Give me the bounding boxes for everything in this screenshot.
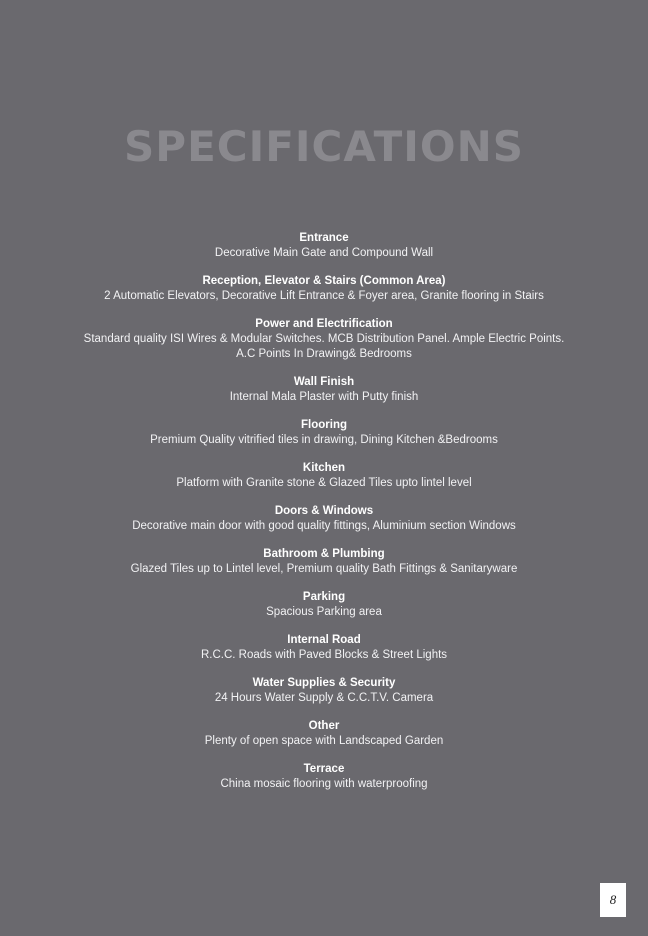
spec-item-flooring: [80, 418, 568, 448]
spec-detail: 2 Automatic Elevators, Decorative Lift Entrance & Foyer area, Granite flooring in Stairs: [104, 290, 544, 302]
spec-detail: 24 Hours Water Supply & C.C.T.V. Camera: [214, 692, 434, 704]
spec-item-terrace: [80, 762, 568, 792]
spec-detail: Decorative Main Gate and Compound Wall: [214, 247, 434, 259]
spec-detail: Glazed Tiles up to Lintel level, Premium quality Bath Fittings & Sanitaryware: [130, 563, 518, 575]
spec-heading: Wall Finish: [293, 376, 355, 388]
spec-heading: Bathroom & Plumbing: [263, 548, 385, 560]
spec-detail: Premium Quality vitrified tiles in drawing, Dining Kitchen &Bedrooms: [150, 434, 498, 446]
spec-detail: Standard quality ISI Wires & Modular Switches. MCB Distribution Panel. Ample Electric Points. A.C Points In Drawing& Bedrooms: [83, 333, 565, 360]
spec-item-entrance: [80, 231, 568, 261]
spec-heading: Water Supplies & Security: [252, 677, 396, 689]
spec-item-kitchen: [80, 461, 568, 491]
spec-item-other: [80, 719, 568, 749]
spec-detail: Internal Mala Plaster with Putty finish: [229, 391, 419, 403]
spec-heading: Power and Electrification: [255, 318, 393, 330]
spec-item-water-security: [80, 676, 568, 706]
spec-item-bathroom: [80, 547, 568, 577]
spec-item-internal-road: [80, 633, 568, 663]
spec-heading: Reception, Elevator & Stairs (Common Area): [202, 275, 446, 287]
spec-heading: Parking: [302, 591, 346, 603]
spec-heading: Flooring: [301, 419, 347, 431]
page-title: SPECIFICATIONS: [124, 122, 524, 172]
spec-detail: China mosaic flooring with waterproofing: [220, 778, 428, 790]
spec-item-doors-windows: [80, 504, 568, 534]
spec-item-power: [80, 317, 568, 362]
spec-detail: Plenty of open space with Landscaped Garden: [204, 735, 444, 747]
spec-detail: Decorative main door with good quality fittings, Aluminium section Windows: [132, 520, 516, 532]
spec-item-parking: [80, 590, 568, 620]
spec-heading: Other: [308, 720, 340, 732]
spec-heading: Doors & Windows: [274, 505, 374, 517]
specifications-list: [80, 231, 568, 805]
page-number: 8: [600, 883, 626, 917]
spec-heading: Kitchen: [302, 462, 346, 474]
spec-detail: R.C.C. Roads with Paved Blocks & Street Lights: [200, 649, 448, 661]
spec-heading: Entrance: [299, 232, 349, 244]
spec-detail: Platform with Granite stone & Glazed Tiles upto lintel level: [176, 477, 472, 489]
spec-heading: Terrace: [303, 763, 345, 775]
spec-heading: Internal Road: [287, 634, 361, 646]
spec-item-wall-finish: [80, 375, 568, 405]
spec-detail: Spacious Parking area: [266, 606, 382, 618]
spec-item-reception: [80, 274, 568, 304]
